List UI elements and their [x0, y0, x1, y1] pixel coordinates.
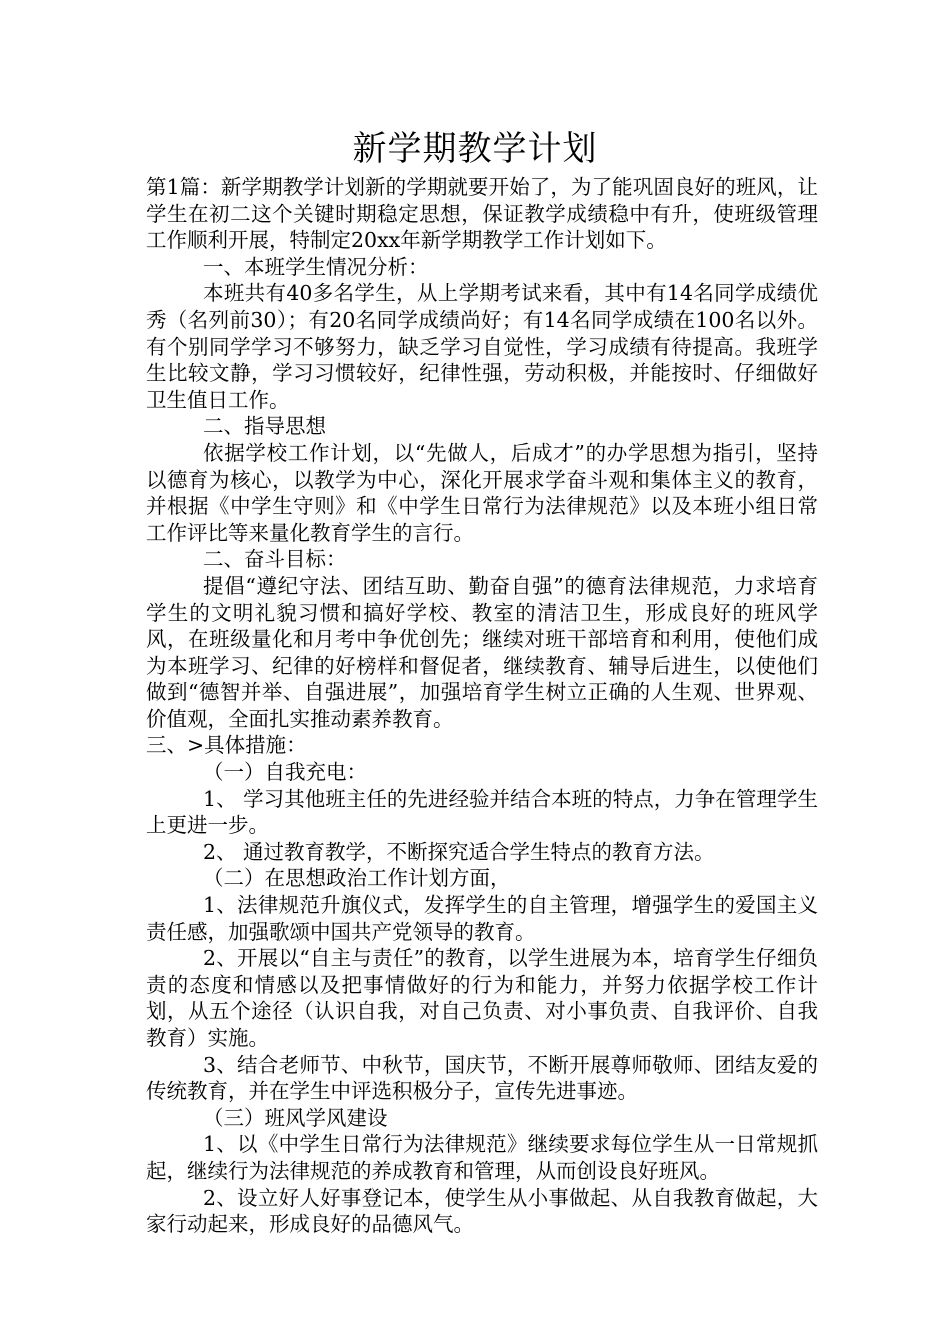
document-body [146, 174, 818, 1238]
section-heading: 二、指导思想 [203, 414, 326, 439]
intro-paragraph: 第1篇：新学期教学计划新的学期就要开始了，为了能巩固良好的班风，让学生在初二这个关键时期稳定思想，保证教学成绩稳中有升，使班级管理工作顺利开展，特制定20xx年新学期教学工作计划如下。 [146, 175, 818, 253]
section-heading: 一、本班学生情况分析： [203, 254, 429, 279]
document-title: 新学期教学计划 [352, 129, 598, 169]
section-heading: 二、奋斗目标： [203, 547, 347, 572]
list-item: 2、开展以“自主与责任”的教育，以学生进展为本，培育学生仔细负责的态度和情感以及把事情做好的行为和能力，并努力依据学校工作计划，从五个途径（认识自我，对自己负责、对小事负责、自我评价、自我教育）实施。 [146, 946, 818, 1050]
subsection-heading: （一）自我充电： [203, 760, 367, 785]
list-item: 2、设立好人好事登记本，使学生从小事做起、从自我教育做起，大家行动起来，形成良好的品德风气。 [146, 1185, 818, 1237]
body-paragraph: 依据学校工作计划，以“先做人，后成才”的办学思想为指引，坚持以德育为核心，以教学为中心，深化开展求学奋斗观和集体主义的教育，并根据《中学生守则》和《中学生日常行为法律规范》以及本班小组日常工作评比等来量化教育学生的言行。 [146, 440, 818, 545]
list-item: 1、法律规范升旗仪式，发挥学生的自主管理，增强学生的爱国主义责任感，加强歌颂中国共产党领导的教育。 [146, 893, 818, 944]
list-item: 1、 学习其他班主任的先进经验并结合本班的特点，力争在管理学生上更进一步。 [146, 786, 818, 838]
subsection-heading: （二）在思想政治工作计划方面， [203, 866, 511, 891]
list-item: 1、以《中学生日常行为法律规范》继续要求每位学生从一日常规抓起，继续行为法律规范的养成教育和管理，从而创设良好班风。 [146, 1132, 818, 1183]
section-heading: 三、>具体措施： [146, 733, 307, 758]
list-item: 2、 通过教育教学，不断探究适合学生特点的教育方法。 [203, 839, 715, 864]
body-paragraph: 提倡“遵纪守法、团结互助、勤奋自强”的德育法律规范，力求培育学生的文明礼貌习惯和搞好学校、教室的清洁卫生，形成良好的班风学风，在班级量化和月考中争优创先；继续对班干部培育和利用，使他们成为本班学习、纪律的好榜样和督促者，继续教育、辅导后进生，以使他们做到“德智并举、自强进展”，加强培育学生树立正确的人生观、世界观、价值观，全面扎实推动素养教育。 [146, 573, 818, 731]
body-paragraph: 本班共有40多名学生，从上学期考试来看，其中有14名同学成绩优秀（名列前30）；有20名同学成绩尚好；有14名同学成绩在100名以外。有个别同学学习不够努力，缺乏学习自觉性，学习成绩有待提高。我班学生比较文静，学习习惯较好，纪律性强，劳动积极，并能按时、仔细做好卫生值日工作。 [146, 281, 818, 412]
subsection-heading: （三）班风学风建设 [203, 1105, 388, 1130]
list-item: 3、结合老师节、中秋节，国庆节，不断开展尊师敬师、团结友爱的传统教育，并在学生中评选积极分子，宣传先进事迹。 [146, 1052, 818, 1104]
